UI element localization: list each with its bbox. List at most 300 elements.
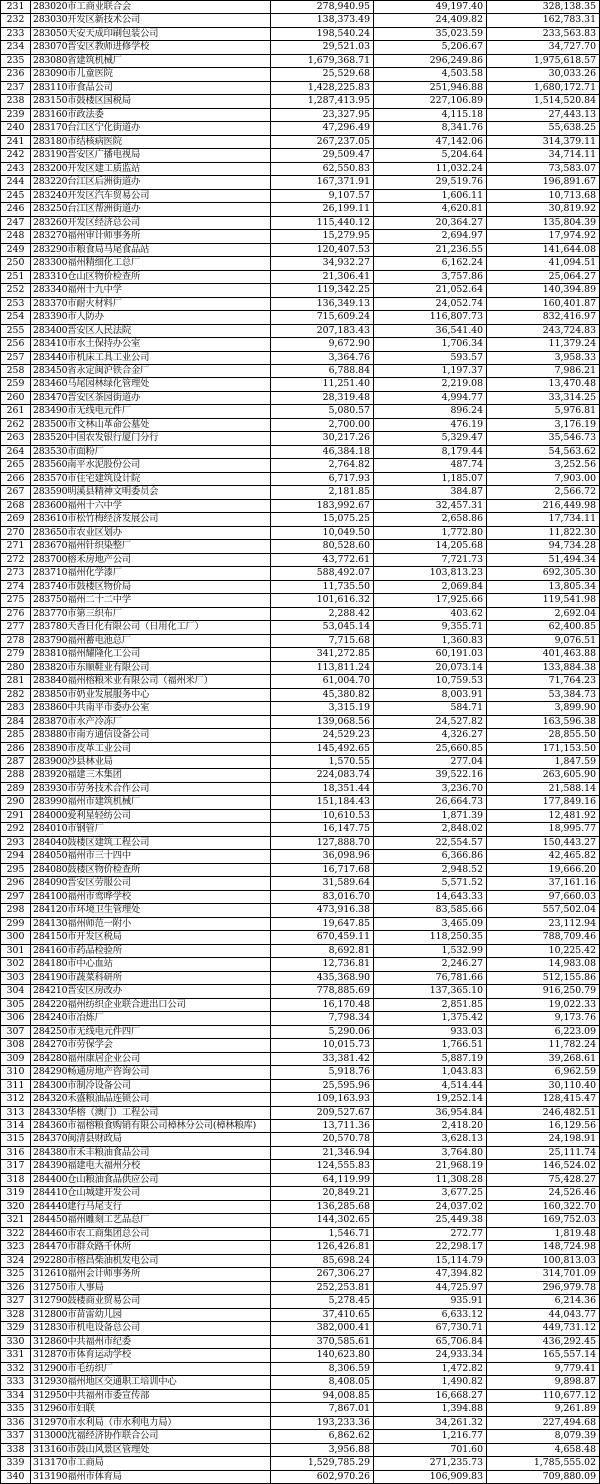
interest-cell: 60,191.03 (374, 648, 487, 660)
total-cell: 246,482.51 (487, 1107, 600, 1119)
total-cell: 449,731.12 (487, 1322, 600, 1334)
amount-cell: 36,098.96 (271, 850, 374, 862)
row-index-cell: 238 (1, 95, 31, 107)
total-cell: 135,804.39 (487, 217, 600, 229)
amount-cell: 151,184.43 (271, 796, 374, 808)
table-row (1, 230, 600, 243)
unit-name-cell: 284270市劳保学会 (31, 1039, 271, 1051)
total-cell: 146,524.02 (487, 1160, 600, 1172)
amount-cell: 7,867.01 (271, 1403, 374, 1415)
unit-name-cell: 284380市禾丰粮油食品公司 (31, 1147, 271, 1159)
amount-cell: 25,529.68 (271, 68, 374, 80)
unit-name-cell: 284220福州纺织企业联合进出口公司 (31, 999, 271, 1011)
total-cell: 6,223.09 (487, 1026, 600, 1038)
total-cell: 33,314.25 (487, 392, 600, 404)
total-cell: 62,400.85 (487, 621, 600, 633)
total-cell: 196,891.67 (487, 176, 600, 188)
amount-cell: 588,492.07 (271, 567, 374, 579)
interest-cell: 9,355.71 (374, 621, 487, 633)
interest-cell: 227,106.89 (374, 95, 487, 107)
row-index-cell: 310 (1, 1066, 31, 1078)
table-row (1, 1403, 600, 1416)
unit-name-cell: 313000沈福经济协作联合公司 (31, 1430, 271, 1442)
row-index-cell: 277 (1, 621, 31, 633)
amount-cell: 136,349.13 (271, 298, 374, 310)
amount-cell: 1,529,785.29 (271, 1457, 374, 1469)
interest-cell: 16,668.27 (374, 1390, 487, 1402)
unit-name-cell: 284190市蔬菜科研所 (31, 972, 271, 984)
unit-name-cell: 284250市无线电元件四厂 (31, 1026, 271, 1038)
amount-cell: 3,956.88 (271, 1444, 374, 1456)
interest-cell: 2,246.27 (374, 958, 487, 970)
total-cell: 1,514,520.84 (487, 95, 600, 107)
unit-name-cell: 284370闽清县财政局 (31, 1133, 271, 1145)
interest-cell: 384.87 (374, 486, 487, 498)
total-cell: 53,384.73 (487, 689, 600, 701)
total-cell: 10,713.68 (487, 190, 600, 202)
row-index-cell: 275 (1, 594, 31, 606)
total-cell: 512,155.86 (487, 972, 600, 984)
unit-name-cell: 312870市体育运动学校 (31, 1349, 271, 1361)
amount-cell: 1,570.55 (271, 756, 374, 768)
interest-cell: 24,933.34 (374, 1349, 487, 1361)
total-cell: 832,416.97 (487, 311, 600, 323)
amount-cell: 64,119.99 (271, 1174, 374, 1186)
row-index-cell: 331 (1, 1349, 31, 1361)
interest-cell: 106,909.83 (374, 1471, 487, 1483)
interest-cell: 403.62 (374, 608, 487, 620)
amount-cell: 29,509.47 (271, 149, 374, 161)
total-cell: 6,962.59 (487, 1066, 600, 1078)
total-cell: 9,173.76 (487, 1012, 600, 1024)
table-row (1, 419, 600, 432)
interest-cell: 1,197.37 (374, 365, 487, 377)
amount-cell: 1,679,368.71 (271, 55, 374, 67)
unit-name-cell: 283070晋安区教师进修学校 (31, 41, 271, 53)
table-row (1, 945, 600, 958)
interest-cell: 21,236.55 (374, 244, 487, 256)
interest-cell: 19,252.14 (374, 1093, 487, 1105)
table-row (1, 864, 600, 877)
amount-cell: 120,407.53 (271, 244, 374, 256)
total-cell: 296,979.78 (487, 1282, 600, 1294)
row-index-cell: 299 (1, 918, 31, 930)
amount-cell: 6,788.84 (271, 365, 374, 377)
interest-cell: 3,236.70 (374, 783, 487, 795)
interest-cell: 2,851.85 (374, 999, 487, 1011)
table-row (1, 958, 600, 971)
unit-name-cell: 283920福建三木集团 (31, 769, 271, 781)
total-cell: 34,727.70 (487, 41, 600, 53)
interest-cell: 7,721.73 (374, 554, 487, 566)
table-row (1, 473, 600, 486)
table-row (1, 1255, 600, 1268)
row-index-cell: 241 (1, 136, 31, 148)
row-index-cell: 296 (1, 877, 31, 889)
total-cell: 39,268.61 (487, 1053, 600, 1065)
amount-cell: 2,764.82 (271, 459, 374, 471)
total-cell: 165,557.14 (487, 1349, 600, 1361)
interest-cell: 896.24 (374, 405, 487, 417)
total-cell: 7,903.00 (487, 473, 600, 485)
interest-cell: 2,848.02 (374, 823, 487, 835)
interest-cell: 67,730.71 (374, 1322, 487, 1334)
table-row (1, 621, 600, 634)
row-index-cell: 232 (1, 14, 31, 26)
amount-cell: 46,384.18 (271, 446, 374, 458)
amount-cell: 778,885.69 (271, 985, 374, 997)
interest-cell: 24,409.82 (374, 14, 487, 26)
interest-cell: 14,205.68 (374, 540, 487, 552)
total-cell: 17,974.92 (487, 230, 600, 242)
amount-cell: 5,080.57 (271, 405, 374, 417)
table-row (1, 1390, 600, 1403)
amount-cell: 18,351.44 (271, 783, 374, 795)
total-cell: 436,292.45 (487, 1336, 600, 1348)
total-cell: 11,822.30 (487, 527, 600, 539)
total-cell: 9,779.41 (487, 1363, 600, 1375)
total-cell: 6,214.36 (487, 1295, 600, 1307)
table-row (1, 1133, 600, 1146)
table-row (1, 1322, 600, 1335)
row-index-cell: 306 (1, 1012, 31, 1024)
unit-name-cell: 284240市冶炼厂 (31, 1012, 271, 1024)
row-index-cell: 316 (1, 1147, 31, 1159)
amount-cell: 33,381.42 (271, 1053, 374, 1065)
unit-name-cell: 283400晋安区人民法院 (31, 325, 271, 337)
row-index-cell: 271 (1, 540, 31, 552)
table-row (1, 352, 600, 365)
total-cell: 18,995.77 (487, 823, 600, 835)
total-cell: 8,079.39 (487, 1430, 600, 1442)
interest-cell: 17,925.66 (374, 594, 487, 606)
total-cell: 150,443.27 (487, 837, 600, 849)
table-row (1, 392, 600, 405)
row-index-cell: 307 (1, 1026, 31, 1038)
unit-name-cell: 283080省建筑机械厂 (31, 55, 271, 67)
table-row (1, 877, 600, 890)
amount-cell: 715,609.24 (271, 311, 374, 323)
table-row (1, 365, 600, 378)
unit-name-cell: 283820市东顺鞋业有限公司 (31, 662, 271, 674)
interest-cell: 6,366.86 (374, 850, 487, 862)
interest-cell: 15,114.79 (374, 1255, 487, 1267)
row-index-cell: 308 (1, 1039, 31, 1051)
amount-cell: 136,285.68 (271, 1201, 374, 1213)
amount-cell: 61,004.70 (271, 675, 374, 687)
row-index-cell: 235 (1, 55, 31, 67)
row-index-cell: 237 (1, 82, 31, 94)
table-row (1, 95, 600, 108)
unit-name-cell: 284330华榕（澳门）工程公司 (31, 1107, 271, 1119)
amount-cell: 435,368.90 (271, 972, 374, 984)
interest-cell: 933.03 (374, 1026, 487, 1038)
unit-name-cell: 283340福州十九中学 (31, 284, 271, 296)
unit-name-cell: 283700榕禾房地产公司 (31, 554, 271, 566)
amount-cell: 26,199.11 (271, 203, 374, 215)
table-row (1, 446, 600, 459)
row-index-cell: 301 (1, 945, 31, 957)
interest-cell: 47,394.82 (374, 1268, 487, 1280)
row-index-cell: 319 (1, 1187, 31, 1199)
row-index-cell: 262 (1, 419, 31, 431)
row-index-cell: 321 (1, 1214, 31, 1226)
unit-name-cell: 284450福州雕刻工艺品总厂 (31, 1214, 271, 1226)
table-row (1, 1444, 600, 1457)
row-index-cell: 283 (1, 702, 31, 714)
row-index-cell: 297 (1, 891, 31, 903)
interest-cell: 701.60 (374, 1444, 487, 1456)
table-row (1, 1, 600, 14)
amount-cell: 6,862.62 (271, 1430, 374, 1442)
total-cell: 328,138.35 (487, 1, 600, 13)
unit-name-cell: 284080鼓楼区物价检查所 (31, 864, 271, 876)
unit-name-cell: 284440建行马尾支行 (31, 1201, 271, 1213)
interest-cell: 296,249.86 (374, 55, 487, 67)
interest-cell: 4,503.58 (374, 68, 487, 80)
total-cell: 51,494.34 (487, 554, 600, 566)
interest-cell: 36,541.40 (374, 325, 487, 337)
interest-cell: 1,766.51 (374, 1039, 487, 1051)
amount-cell: 20,570.78 (271, 1133, 374, 1145)
table-row (1, 1174, 600, 1187)
total-cell: 1,975,618.57 (487, 55, 600, 67)
unit-name-cell: 283050天安天成印刷包装公司 (31, 28, 271, 40)
unit-name-cell: 283180市结核病医院 (31, 136, 271, 148)
amount-cell: 11,251.40 (271, 378, 374, 390)
table-row (1, 675, 600, 688)
unit-name-cell: 312860中共福州市纪委 (31, 1336, 271, 1348)
total-cell: 21,588.14 (487, 783, 600, 795)
row-index-cell: 249 (1, 244, 31, 256)
row-index-cell: 329 (1, 1322, 31, 1334)
total-cell: 12,481.92 (487, 810, 600, 822)
total-cell: 171,153.50 (487, 743, 600, 755)
total-cell: 9,076.51 (487, 635, 600, 647)
table-row (1, 783, 600, 796)
row-index-cell: 313 (1, 1107, 31, 1119)
unit-name-cell: 283780天香日化有限公司（日用化工厂） (31, 621, 271, 633)
unit-name-cell: 283260开发区经济总公司 (31, 217, 271, 229)
unit-name-cell: 313160市鼓山风景区管理处 (31, 1444, 271, 1456)
unit-name-cell: 284180市中心血站 (31, 958, 271, 970)
amount-cell: 602,970.26 (271, 1471, 374, 1483)
unit-name-cell: 312970市水利局（市水利电力局） (31, 1417, 271, 1429)
row-index-cell: 244 (1, 176, 31, 188)
amount-cell: 2,181.85 (271, 486, 374, 498)
row-index-cell: 320 (1, 1201, 31, 1213)
unit-name-cell: 283370市耐火材料厂 (31, 298, 271, 310)
amount-cell: 473,916.38 (271, 904, 374, 916)
amount-cell: 85,698.24 (271, 1255, 374, 1267)
row-index-cell: 231 (1, 1, 31, 13)
row-index-cell: 240 (1, 122, 31, 134)
table-row (1, 810, 600, 823)
interest-cell: 47,142.06 (374, 136, 487, 148)
interest-cell: 4,514.44 (374, 1080, 487, 1092)
total-cell: 1,785,555.02 (487, 1457, 600, 1469)
unit-name-cell: 283460马尾园林绿化管理处 (31, 378, 271, 390)
row-index-cell: 295 (1, 864, 31, 876)
amount-cell: 252,253.81 (271, 1282, 374, 1294)
total-cell: 1,847.59 (487, 756, 600, 768)
unit-name-cell: 283190晋安区广播电视局 (31, 149, 271, 161)
row-index-cell: 325 (1, 1268, 31, 1280)
unit-name-cell: 283030开发区新技术公司 (31, 14, 271, 26)
row-index-cell: 332 (1, 1363, 31, 1375)
interest-cell: 1,216.77 (374, 1430, 487, 1442)
row-index-cell: 272 (1, 554, 31, 566)
total-cell: 692,305.30 (487, 567, 600, 579)
unit-name-cell: 313170市工商局 (31, 1457, 271, 1469)
table-row (1, 136, 600, 149)
table-row (1, 284, 600, 297)
row-index-cell: 251 (1, 271, 31, 283)
interest-cell: 39,522.16 (374, 769, 487, 781)
table-row (1, 594, 600, 607)
table-row (1, 608, 600, 621)
interest-cell: 1,490.82 (374, 1376, 487, 1388)
unit-name-cell: 283410市水土保持办公室 (31, 338, 271, 350)
unit-name-cell: 283390市人防办 (31, 311, 271, 323)
table-row (1, 648, 600, 661)
amount-cell: 140,623.80 (271, 1349, 374, 1361)
row-index-cell: 327 (1, 1295, 31, 1307)
table-row (1, 311, 600, 324)
unit-name-cell: 284400仓山粮油食品供应公司 (31, 1174, 271, 1186)
table-row (1, 850, 600, 863)
table-row (1, 918, 600, 931)
unit-name-cell: 284090晋安区劳服公司 (31, 877, 271, 889)
row-index-cell: 269 (1, 513, 31, 525)
total-cell: 160,401.87 (487, 298, 600, 310)
table-row (1, 325, 600, 338)
total-cell: 24,198.91 (487, 1133, 600, 1145)
interest-cell: 2,219.08 (374, 378, 487, 390)
total-cell: 140,394.89 (487, 284, 600, 296)
amount-cell: 6,717.93 (271, 473, 374, 485)
unit-name-cell: 284130福州师范一附小 (31, 918, 271, 930)
row-index-cell: 279 (1, 648, 31, 660)
interest-cell: 14,643.33 (374, 891, 487, 903)
row-index-cell: 322 (1, 1228, 31, 1240)
unit-name-cell: 283860中共南平市委办公室 (31, 702, 271, 714)
amount-cell: 13,711.36 (271, 1120, 374, 1132)
unit-name-cell: 312960市妇联 (31, 1403, 271, 1415)
unit-name-cell: 283840福州榕粮米业有限公司（福州米厂） (31, 675, 271, 687)
amount-cell: 126,426.81 (271, 1241, 374, 1253)
row-index-cell: 294 (1, 850, 31, 862)
total-cell: 401,463.88 (487, 648, 600, 660)
interest-cell: 24,052.74 (374, 298, 487, 310)
interest-cell: 8,341.76 (374, 122, 487, 134)
table-row (1, 1026, 600, 1039)
row-index-cell: 253 (1, 298, 31, 310)
interest-cell: 6,162.24 (374, 257, 487, 269)
total-cell: 17,734.11 (487, 513, 600, 525)
row-index-cell: 302 (1, 958, 31, 970)
row-index-cell: 257 (1, 352, 31, 364)
amount-cell: 9,672.90 (271, 338, 374, 350)
unit-name-cell: 283610市松竹梅经济发展公司 (31, 513, 271, 525)
unit-name-cell: 284290畅通房地产咨询公司 (31, 1066, 271, 1078)
row-index-cell: 264 (1, 446, 31, 458)
row-index-cell: 339 (1, 1457, 31, 1469)
row-index-cell: 259 (1, 378, 31, 390)
amount-cell: 16,717.68 (271, 864, 374, 876)
total-cell: 73,583.07 (487, 163, 600, 175)
amount-cell: 127,888.70 (271, 837, 374, 849)
interest-cell: 29,519.76 (374, 176, 487, 188)
amount-cell: 145,492.65 (271, 743, 374, 755)
interest-cell: 3,764.80 (374, 1147, 487, 1159)
interest-cell: 5,571.52 (374, 877, 487, 889)
total-cell: 30,033.26 (487, 68, 600, 80)
total-cell: 14,983.08 (487, 958, 600, 970)
total-cell: 30,819.92 (487, 203, 600, 215)
interest-cell: 3,628.13 (374, 1133, 487, 1145)
row-index-cell: 255 (1, 325, 31, 337)
interest-cell: 3,677.25 (374, 1187, 487, 1199)
amount-cell: 1,287,413.95 (271, 95, 374, 107)
unit-name-cell: 283890市皮革工业公司 (31, 743, 271, 755)
unit-name-cell: 284120市环境卫生管理处 (31, 904, 271, 916)
total-cell: 141,644.08 (487, 244, 600, 256)
interest-cell: 22,298.17 (374, 1241, 487, 1253)
amount-cell: 45,380.82 (271, 689, 374, 701)
row-index-cell: 340 (1, 1471, 31, 1483)
table-row (1, 1187, 600, 1200)
unit-name-cell: 312800市苗雷幼儿园 (31, 1309, 271, 1321)
total-cell: 9,898.87 (487, 1376, 600, 1388)
table-row (1, 41, 600, 54)
unit-name-cell: 284410仓山城建开发公司 (31, 1187, 271, 1199)
table-row (1, 82, 600, 95)
table-row (1, 190, 600, 203)
total-cell: 3,176.19 (487, 419, 600, 431)
table-row (1, 486, 600, 499)
amount-cell: 30,217.26 (271, 432, 374, 444)
unit-name-cell: 283110市食品公司 (31, 82, 271, 94)
table-row (1, 931, 600, 944)
table-row (1, 1228, 600, 1241)
interest-cell: 20,073.14 (374, 662, 487, 674)
row-index-cell: 236 (1, 68, 31, 80)
table-row (1, 1417, 600, 1430)
table-row (1, 176, 600, 189)
row-index-cell: 314 (1, 1120, 31, 1132)
row-index-cell: 300 (1, 931, 31, 943)
total-cell: 24,526.46 (487, 1187, 600, 1199)
unit-name-cell: 284470市群众路千休所 (31, 1241, 271, 1253)
total-cell: 162,783.31 (487, 14, 600, 26)
table-row (1, 1295, 600, 1308)
unit-name-cell: 283170台江区宁化街道办 (31, 122, 271, 134)
amount-cell: 113,811.24 (271, 662, 374, 674)
total-cell: 133,884.38 (487, 662, 600, 674)
table-row (1, 28, 600, 41)
row-index-cell: 304 (1, 985, 31, 997)
row-index-cell: 254 (1, 311, 31, 323)
unit-name-cell: 283880市南方通信设备公司 (31, 729, 271, 741)
amount-cell: 10,049.50 (271, 527, 374, 539)
table-row (1, 1471, 600, 1484)
interest-cell: 103,813.23 (374, 567, 487, 579)
unit-name-cell: 284390福建电大福州分校 (31, 1160, 271, 1172)
row-index-cell: 276 (1, 608, 31, 620)
table-row (1, 1214, 600, 1227)
row-index-cell: 291 (1, 810, 31, 822)
